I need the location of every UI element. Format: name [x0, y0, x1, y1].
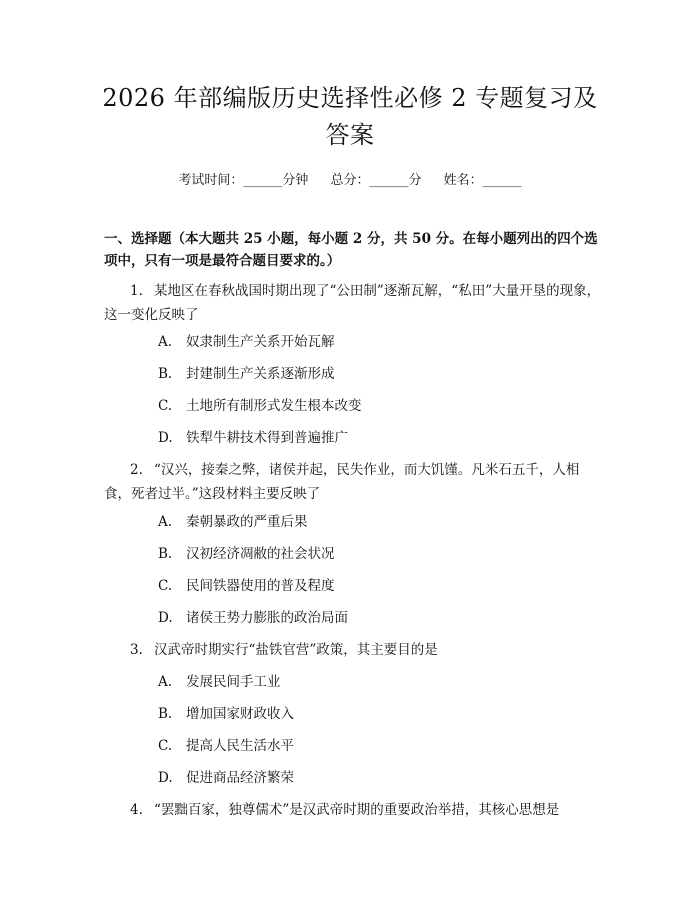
question-number: 2. [130, 462, 143, 478]
question-stem: 某地区在春秋战国时期出现了“公田制”逐渐瓦解，“私田”大量开垦的现象，这一变化反映了 [104, 283, 601, 323]
question-1-option-d: D. 铁犁牛耕技术得到普遍推广 [158, 430, 348, 446]
question-2-option-c: C. 民间铁器使用的普及程度 [158, 578, 335, 594]
question-2-option-a: A. 秦朝暴政的严重后果 [158, 514, 308, 530]
question-3 [104, 638, 604, 662]
score-field: 总分：______分 [330, 173, 422, 188]
question-2-option-b: B. 汉初经济凋敝的社会状况 [158, 546, 335, 562]
section-heading: 一、选择题（本大题共 25 小题，每小题 2 分，共 50 分。在每小题列出的四个选项中，只有一项是最符合题目要求的。） [104, 231, 598, 269]
question-3-option-d: D. 促进商品经济繁荣 [158, 770, 294, 786]
question-4 [104, 798, 604, 822]
question-1-option-a: A. 奴隶制生产关系开始瓦解 [158, 334, 335, 350]
question-number: 4. [130, 802, 143, 818]
question-stem: “汉兴，接秦之弊，诸侯并起，民失作业，而大饥馑。凡米石五千，人相食，死者过半。”这段材料主要反映了 [104, 462, 580, 502]
question-3-option-c: C. 提高人民生活水平 [158, 738, 294, 754]
time-field: 考试时间：______分钟 [178, 173, 309, 188]
question-number: 3. [130, 642, 143, 658]
question-3-option-a: A. 发展民间手工业 [158, 674, 281, 690]
question-stem: “罢黜百家，独尊儒术”是汉武帝时期的重要政治举措，其核心思想是 [154, 802, 560, 818]
title-line-1: 2026 年部编版历史选择性必修 2 专题复习及 [102, 84, 598, 112]
question-1-option-b: B. 封建制生产关系逐渐形成 [158, 366, 335, 382]
question-stem: 汉武帝时期实行“盐铁官营”政策，其主要目的是 [154, 642, 438, 658]
title-line-2: 答案 [325, 121, 375, 149]
question-1-option-c: C. 土地所有制形式发生根本改变 [158, 398, 362, 414]
question-number: 1. [130, 283, 143, 299]
question-2-option-d: D. 诸侯王势力膨胀的政治局面 [158, 610, 348, 626]
name-field: 姓名：______ [443, 173, 522, 188]
question-2 [104, 458, 604, 506]
question-3-option-b: B. 增加国家财政收入 [158, 706, 294, 722]
question-1 [104, 279, 604, 327]
document-title [90, 80, 610, 154]
exam-meta [0, 169, 700, 188]
